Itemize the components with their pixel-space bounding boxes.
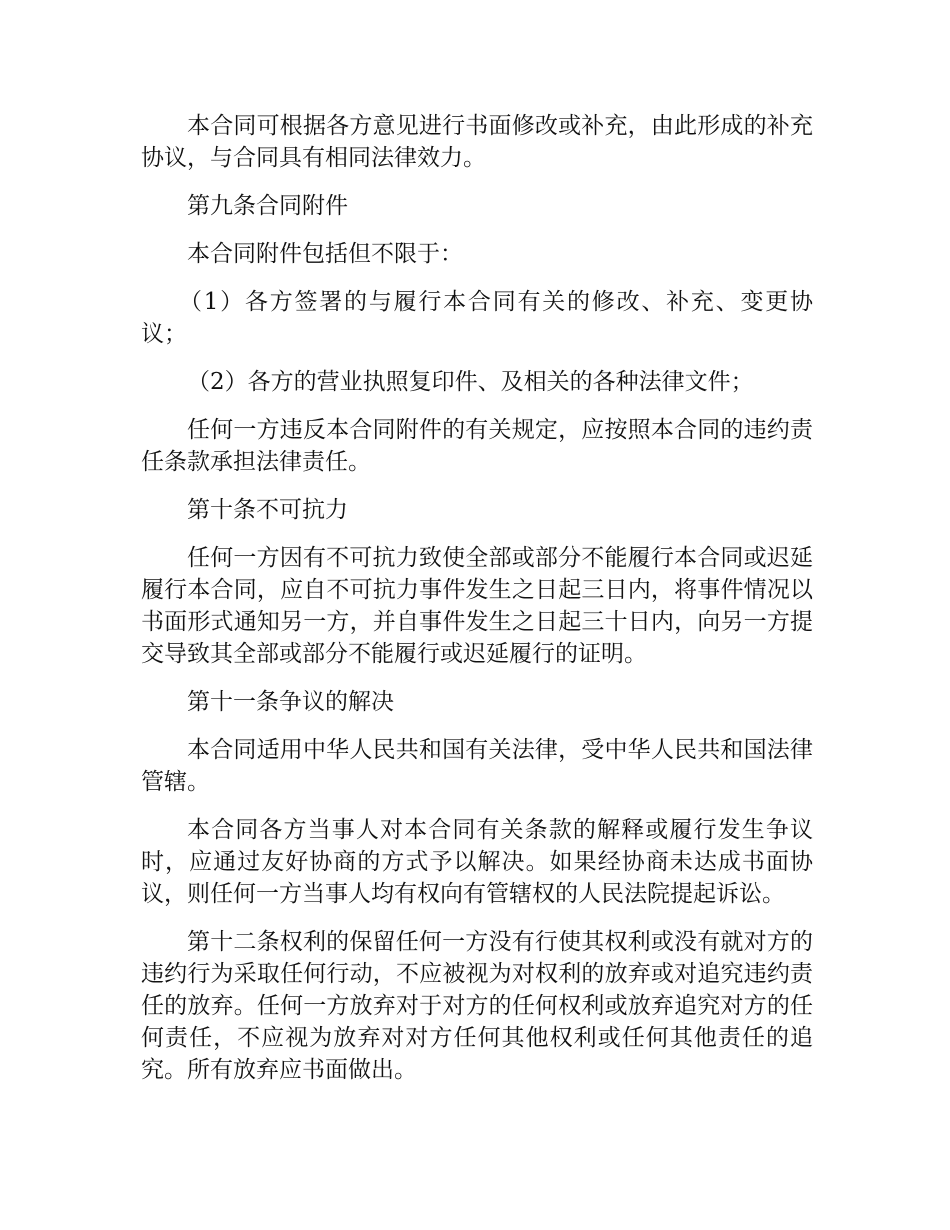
heading-article-10: 第十条不可抗力 (187, 497, 348, 523)
paragraph-dispute-resolution: 本合同各方当事人对本合同有关条款的解释或履行发生争议时，应通过友好协商的方式予以解决。如果经协商未达成书面协议，则任何一方当事人均有权向有管辖权的人民法院提起诉讼。 (141, 817, 813, 907)
paragraph-article-12-waiver: 第十二条权利的保留任何一方没有行使其权利或没有就对方的违约行为采取任何行动，不应被视为对权利的放弃或对追究违约责任的放弃。任何一方放弃对于对方的任何权利或放弃追究对方的任何责任，不应视为放弃对对方任何其他权利或任何其他责任的追究。所有放弃应书面做出。 (141, 929, 813, 1083)
heading-article-11: 第十一条争议的解决 (187, 689, 394, 715)
document-body (141, 110, 813, 1102)
paragraph-force-majeure: 任何一方因有不可抗力致使全部或部分不能履行本合同或迟延履行本合同，应自不可抗力事件发生之日起三日内，将事件情况以书面形式通知另一方，并自事件发生之日起三十日内，向另一方提交导致其全部或部分不能履行或迟延履行的证明。 (141, 545, 813, 667)
list-item-attachment-1: （1）各方签署的与履行本合同有关的修改、补充、变更协议； (141, 289, 813, 347)
paragraph-governing-law: 本合同适用中华人民共和国有关法律，受中华人民共和国法律管辖。 (141, 737, 813, 795)
paragraph-supplement-agreement: 本合同可根据各方意见进行书面修改或补充，由此形成的补充协议，与合同具有相同法律效力。 (141, 113, 813, 171)
paragraph-attachment-breach: 任何一方违反本合同附件的有关规定，应按照本合同的违约责任条款承担法律责任。 (141, 417, 813, 475)
heading-article-9: 第九条合同附件 (187, 193, 348, 219)
list-item-attachment-2: （2）各方的营业执照复印件、及相关的各种法律文件； (187, 369, 754, 395)
paragraph-attachments-intro: 本合同附件包括但不限于： (187, 241, 463, 267)
